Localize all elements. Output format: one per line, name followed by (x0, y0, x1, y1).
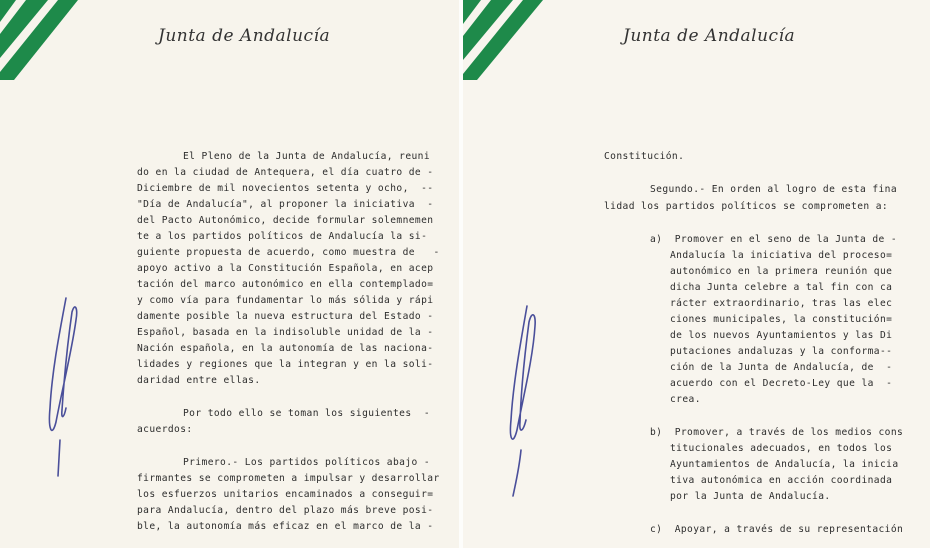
text-line: daridad entre ellas. (137, 375, 261, 386)
text-line: Primero.- Los partidos políticos abajo - (183, 457, 431, 468)
text-line: de los nuevos Ayuntamientos y las Di (670, 330, 893, 341)
right-page (463, 0, 930, 548)
text-line: ciones municipales, la constitución= (670, 314, 893, 325)
text-line: Constitución. (604, 151, 685, 162)
text-line: do en la ciudad de Antequera, el día cuatro de - (137, 167, 434, 178)
text-line: para Andalucía, dentro del plazo más breve posi- (137, 505, 434, 516)
text-line: Nación española, en la autonomía de las naciona- (137, 343, 434, 354)
text-line: titucionales adecuados, en todos los (670, 443, 893, 454)
text-line: ción de la Junta de Andalucía, de - (670, 362, 893, 373)
handwritten-signature (42, 290, 87, 480)
text-line: lidades y regiones que la integran y en la soli- (137, 359, 434, 370)
text-line: crea. (670, 394, 701, 405)
left-page (0, 0, 459, 548)
text-line: putaciones andaluzas y la conforma-- (670, 346, 893, 357)
text-line: "Día de Andalucía", al proponer la iniciativa - (137, 199, 434, 210)
text-line: a) Promover en el seno de la Junta de - (650, 234, 898, 245)
text-line: b) Promover, a través de los medios cons (650, 427, 904, 438)
text-line: lidad los partidos políticos se comprometen a: (604, 201, 889, 212)
text-line: El Pleno de la Junta de Andalucía, reuni (183, 151, 431, 162)
text-line: ble, la autonomía más eficaz en el marco de la - (137, 521, 434, 532)
text-line: del Pacto Autonómico, decide formular solemnemen (137, 215, 434, 226)
andalusian-flag-stripes (463, 0, 553, 80)
page-header: Junta de Andalucía (623, 26, 796, 46)
text-line: dicha Junta celebre a tal fin con ca (670, 282, 893, 293)
text-line: Ayuntamientos de Andalucía, la inicia (670, 459, 899, 470)
text-line: los esfuerzos unitarios encaminados a conseguir= (137, 489, 434, 500)
text-line: tiva autonómica en acción coordinada (670, 475, 893, 486)
text-line: c) Apoyar, a través de su representación (650, 524, 904, 535)
text-line: damente posible la nueva estructura del Estado - (137, 311, 434, 322)
text-line: Por todo ello se toman los siguientes - (183, 408, 431, 419)
andalusian-flag-stripes (0, 0, 90, 80)
text-line: acuerdo con el Decreto-Ley que la - (670, 378, 893, 389)
text-line: Español, basada en la indisoluble unidad de la - (137, 327, 434, 338)
page-header: Junta de Andalucía (158, 26, 331, 46)
text-line: te a los partidos políticos de Andalucía la si- (137, 231, 428, 242)
text-line: apoyo activo a la Constitución Española, en acep (137, 263, 434, 274)
text-line: Segundo.- En orden al logro de esta fina (650, 184, 898, 195)
text-line: acuerdos: (137, 424, 193, 435)
text-line: guiente propuesta de acuerdo, como muestra de - (137, 247, 440, 258)
text-line: Diciembre de mil novecientos setenta y ocho, -- (137, 183, 434, 194)
text-line: rácter extraordinario, tras las elec (670, 298, 893, 309)
handwritten-signature (501, 300, 546, 500)
text-line: Andalucía la iniciativa del proceso= (670, 250, 893, 261)
text-line: y como vía para fundamentar lo más sólida y rápi (137, 295, 434, 306)
text-line: firmantes se comprometen a impulsar y desarrollar (137, 473, 440, 484)
text-line: tación del marco autonómico en ella contemplado= (137, 279, 434, 290)
text-line: por la Junta de Andalucía. (670, 491, 831, 502)
text-line: autonómico en la primera reunión que (670, 266, 893, 277)
